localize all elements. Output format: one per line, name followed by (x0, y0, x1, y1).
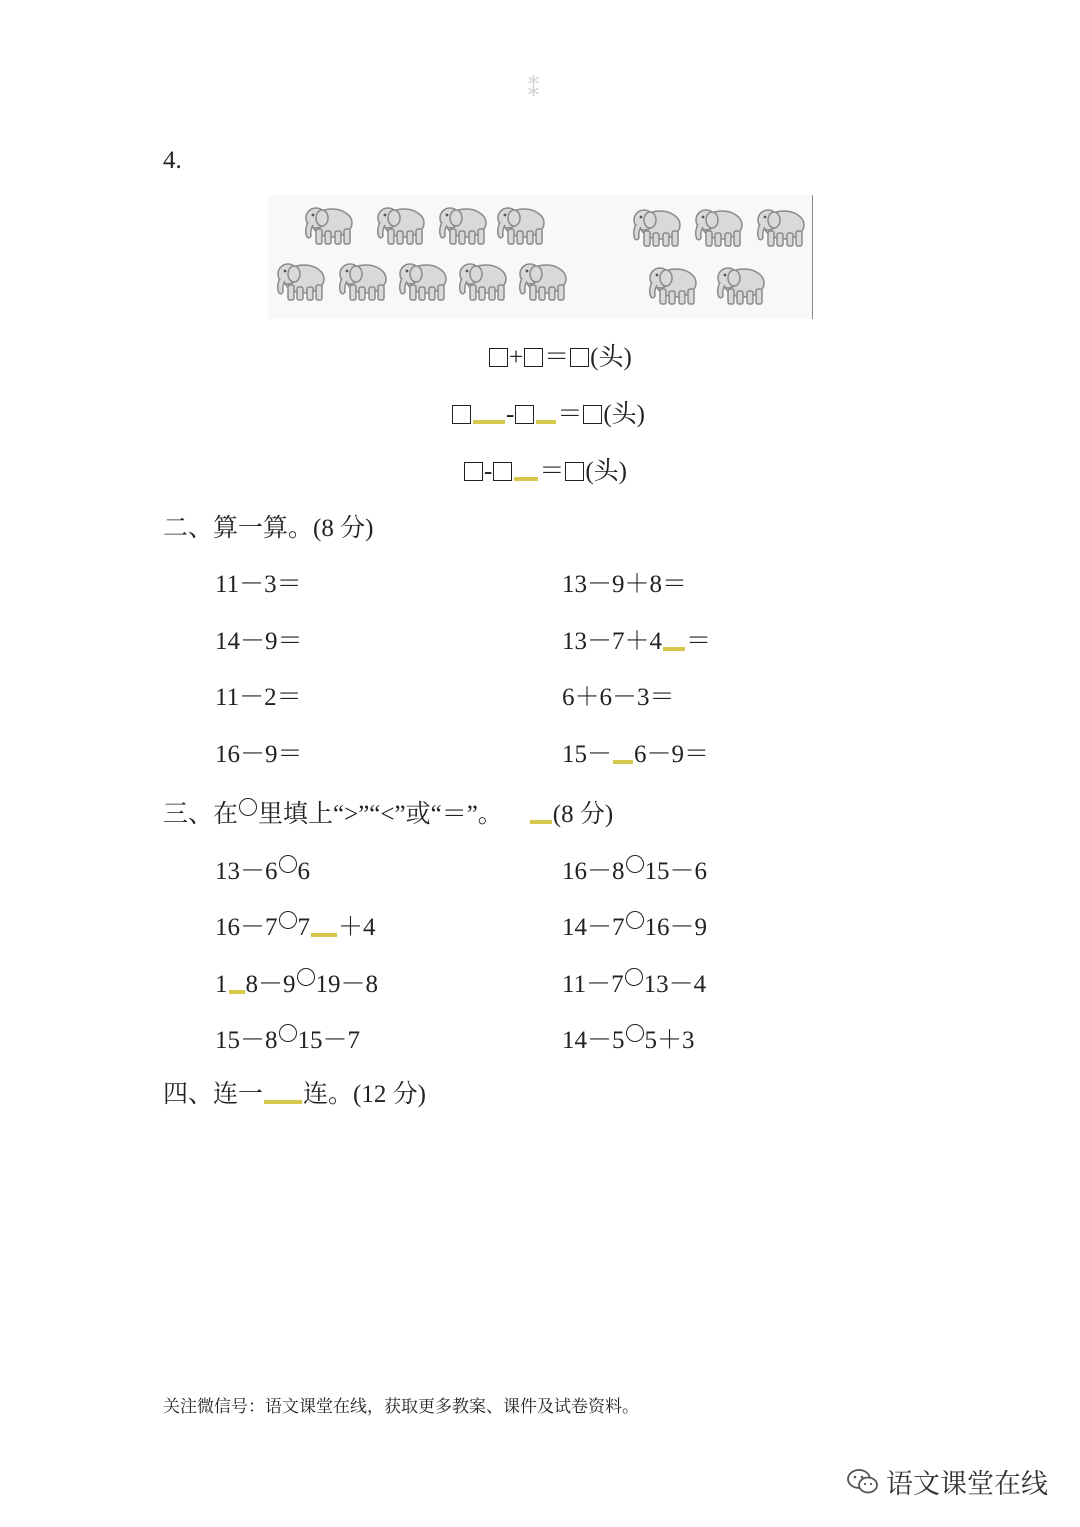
section-title-connect: 四、连一 连。(12 分) (163, 1081, 426, 1108)
problem: 6＋6－3＝ (562, 684, 675, 711)
elephant-group (268, 195, 812, 319)
section-title-calculate: 二、算一算。(8 分) (163, 515, 374, 542)
elephant-4 (498, 208, 544, 244)
answer-circle[interactable] (279, 855, 297, 873)
compare-item: 16－8 15－6 (562, 855, 707, 887)
problem: 13－7＋4 ＝ (562, 628, 712, 655)
answer-box[interactable] (452, 405, 471, 424)
answer-box[interactable] (565, 462, 584, 481)
problem: 14－9＝ (215, 628, 303, 655)
compare-item: 11－7 13－4 (562, 968, 706, 1000)
top-mark: ⁑ (528, 76, 539, 101)
answer-circle[interactable] (279, 911, 297, 929)
problem: 11－3＝ (215, 571, 302, 598)
answer-box[interactable] (570, 348, 589, 367)
answer-circle[interactable] (279, 1024, 297, 1042)
elephant-8 (460, 264, 506, 300)
highlight-mark (663, 647, 685, 651)
elephant-12 (758, 210, 804, 246)
watermark-text: 语文课堂在线 (886, 1469, 1048, 1500)
compare-item: 14－5 5＋3 (562, 1024, 695, 1056)
elephant-13 (650, 268, 696, 304)
compare-item: 13－6 6 (215, 855, 310, 887)
problem: 13－9＋8＝ (562, 571, 688, 598)
compare-item: 1 8－9 19－8 (215, 968, 378, 1000)
circle-symbol (239, 798, 257, 816)
elephant-3 (440, 208, 486, 244)
highlight-mark (473, 420, 505, 424)
wechat-icon (846, 1467, 880, 1497)
watermark (846, 1462, 1048, 1501)
equation-subtract-1: - ＝ (头) (451, 400, 645, 430)
compare-item: 15－8 15－7 (215, 1024, 360, 1056)
elephant-1 (306, 208, 352, 244)
highlight-mark (530, 820, 552, 824)
answer-circle[interactable] (626, 1024, 644, 1042)
question-number: 4. (163, 147, 182, 174)
highlight-mark (536, 420, 556, 424)
equation-subtract-2: - ＝ (头) (463, 457, 627, 487)
compare-item: 16－7 7 ＋4 (215, 911, 376, 943)
footer-note: 关注微信号：语文课堂在线，获取更多教案、课件及试卷资料。 (163, 1397, 639, 1417)
highlight-mark (613, 760, 633, 764)
highlight-mark (514, 477, 538, 481)
elephant-2 (378, 208, 424, 244)
answer-circle[interactable] (625, 968, 643, 986)
equation-add: + ＝ (头) (488, 343, 632, 373)
compare-item: 14－7 16－9 (562, 911, 707, 943)
problem: 11－2＝ (215, 684, 302, 711)
elephant-10 (634, 210, 680, 246)
elephant-9 (520, 264, 566, 300)
problem: 15－ 6－9＝ (562, 741, 710, 768)
answer-box[interactable] (524, 348, 543, 367)
elephant-5 (278, 264, 324, 300)
elephant-14 (718, 268, 764, 304)
elephant-7 (400, 264, 446, 300)
elephant-11 (696, 210, 742, 246)
answer-box[interactable] (515, 405, 534, 424)
answer-circle[interactable] (297, 968, 315, 986)
highlight-mark (229, 990, 245, 994)
problem: 16－9＝ (215, 741, 303, 768)
answer-circle[interactable] (626, 911, 644, 929)
answer-box[interactable] (489, 348, 508, 367)
section-title-compare: 三、在 里填上“>”“<”或“＝”。 (8 分) (163, 798, 613, 830)
answer-circle[interactable] (626, 855, 644, 873)
elephant-picture (268, 195, 813, 319)
answer-box[interactable] (493, 462, 512, 481)
answer-box[interactable] (464, 462, 483, 481)
elephant-6 (340, 264, 386, 300)
highlight-mark (264, 1100, 302, 1104)
answer-box[interactable] (583, 405, 602, 424)
highlight-mark (311, 933, 337, 937)
